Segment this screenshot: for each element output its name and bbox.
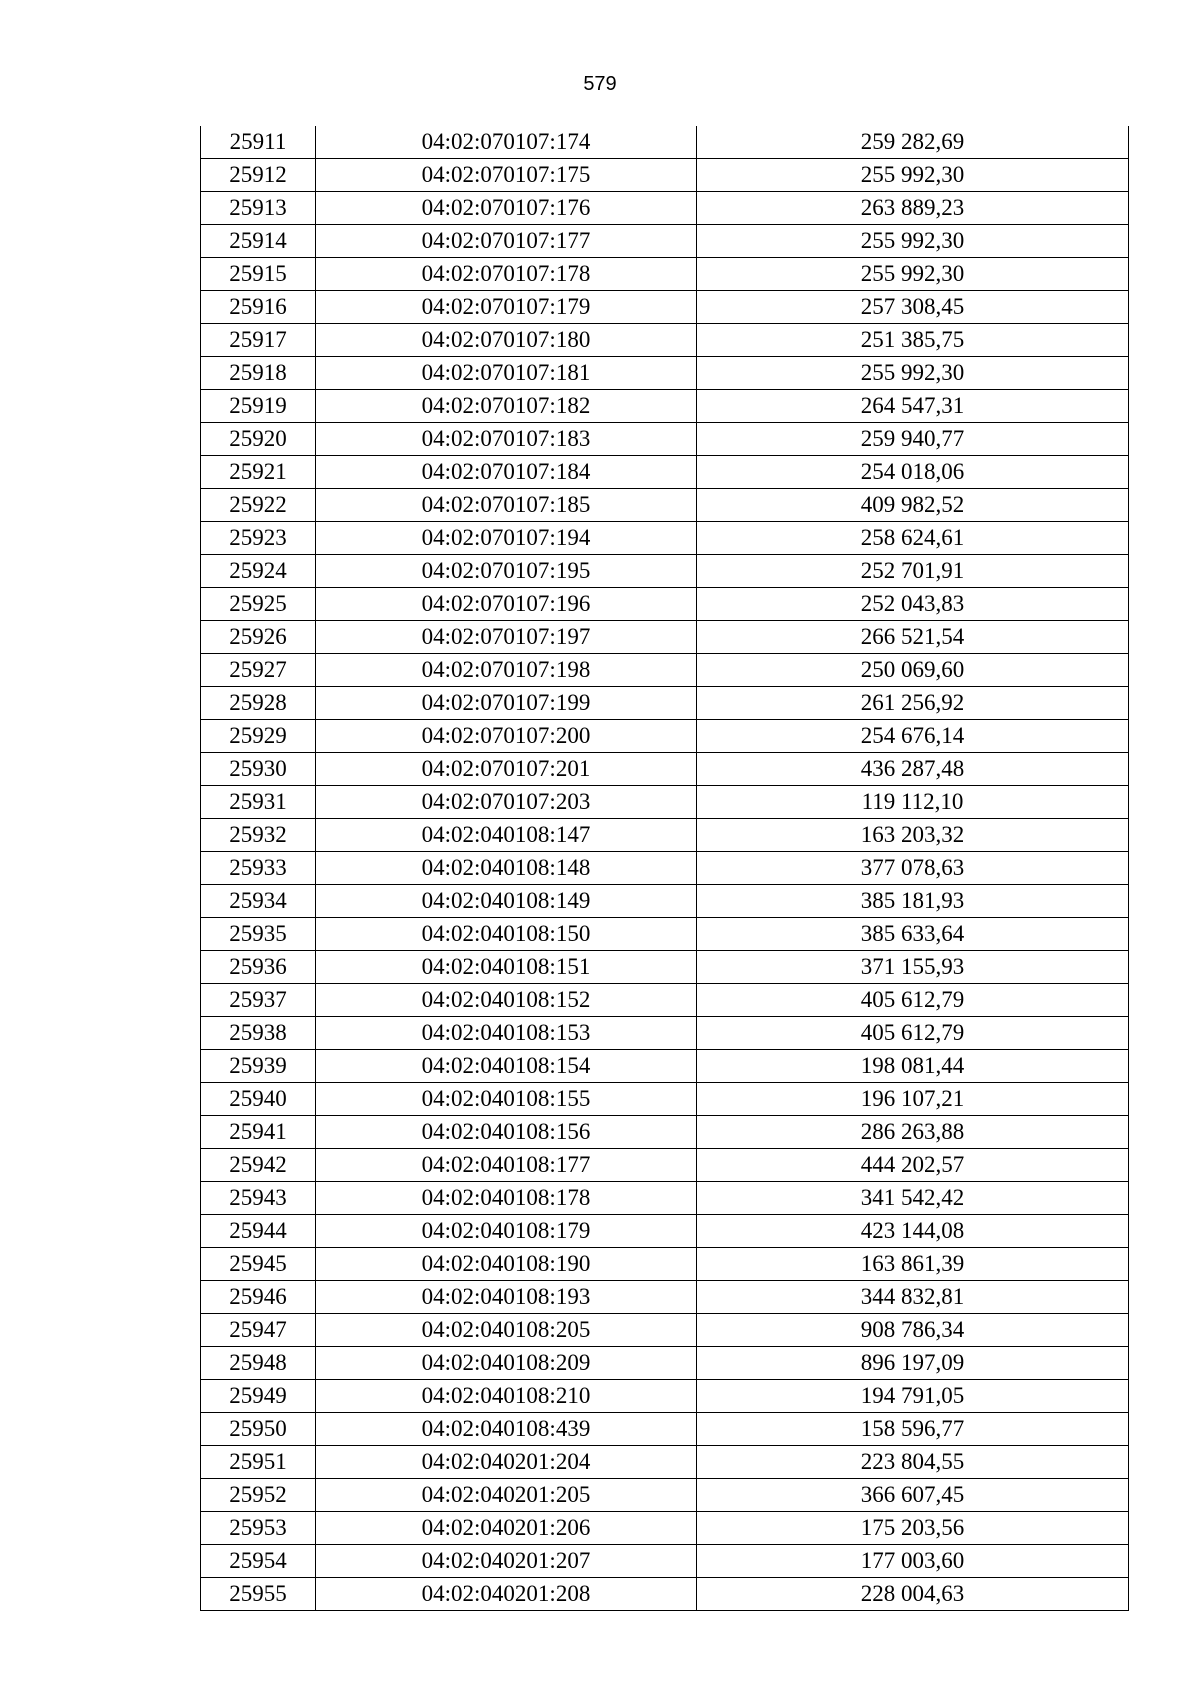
value-cell: 255 992,30	[697, 357, 1129, 390]
cadastral-number-cell: 04:02:070107:175	[316, 159, 697, 192]
value-cell: 266 521,54	[697, 621, 1129, 654]
cadastral-number-cell: 04:02:040108:178	[316, 1182, 697, 1215]
value-cell: 259 282,69	[697, 126, 1129, 159]
table-row	[201, 753, 1129, 786]
table-row	[201, 1578, 1129, 1611]
value-cell: 261 256,92	[697, 687, 1129, 720]
cadastral-number-cell: 04:02:040108:147	[316, 819, 697, 852]
table-row	[201, 1017, 1129, 1050]
row-number-cell: 25943	[201, 1182, 316, 1215]
cadastral-number-cell: 04:02:040201:208	[316, 1578, 697, 1611]
table-row	[201, 423, 1129, 456]
cadastral-number-cell: 04:02:070107:198	[316, 654, 697, 687]
row-number-cell: 25936	[201, 951, 316, 984]
cadastral-number-cell: 04:02:040108:190	[316, 1248, 697, 1281]
row-number-cell: 25951	[201, 1446, 316, 1479]
row-number-cell: 25939	[201, 1050, 316, 1083]
row-number-cell: 25921	[201, 456, 316, 489]
row-number-cell: 25927	[201, 654, 316, 687]
cadastral-number-cell: 04:02:070107:185	[316, 489, 697, 522]
value-cell: 259 940,77	[697, 423, 1129, 456]
value-cell: 163 861,39	[697, 1248, 1129, 1281]
row-number-cell: 25915	[201, 258, 316, 291]
row-number-cell: 25952	[201, 1479, 316, 1512]
table-row	[201, 1380, 1129, 1413]
cadastral-number-cell: 04:02:070107:179	[316, 291, 697, 324]
row-number-cell: 25919	[201, 390, 316, 423]
row-number-cell: 25912	[201, 159, 316, 192]
cadastral-number-cell: 04:02:040201:204	[316, 1446, 697, 1479]
table-row	[201, 1314, 1129, 1347]
table-row	[201, 786, 1129, 819]
cadastral-number-cell: 04:02:070107:195	[316, 555, 697, 588]
row-number-cell: 25933	[201, 852, 316, 885]
table-row	[201, 951, 1129, 984]
cadastral-number-cell: 04:02:040108:205	[316, 1314, 697, 1347]
value-cell: 158 596,77	[697, 1413, 1129, 1446]
table-row	[201, 1116, 1129, 1149]
value-cell: 255 992,30	[697, 159, 1129, 192]
row-number-cell: 25918	[201, 357, 316, 390]
table-row	[201, 1083, 1129, 1116]
row-number-cell: 25920	[201, 423, 316, 456]
table-row	[201, 390, 1129, 423]
cadastral-number-cell: 04:02:040108:177	[316, 1149, 697, 1182]
row-number-cell: 25924	[201, 555, 316, 588]
row-number-cell: 25928	[201, 687, 316, 720]
table-row	[201, 687, 1129, 720]
cadastral-number-cell: 04:02:070107:174	[316, 126, 697, 159]
value-cell: 366 607,45	[697, 1479, 1129, 1512]
row-number-cell: 25947	[201, 1314, 316, 1347]
row-number-cell: 25945	[201, 1248, 316, 1281]
value-cell: 377 078,63	[697, 852, 1129, 885]
table-row	[201, 489, 1129, 522]
value-cell: 257 308,45	[697, 291, 1129, 324]
value-cell: 344 832,81	[697, 1281, 1129, 1314]
cadastral-number-cell: 04:02:040201:205	[316, 1479, 697, 1512]
value-cell: 255 992,30	[697, 225, 1129, 258]
table-row	[201, 852, 1129, 885]
value-cell: 198 081,44	[697, 1050, 1129, 1083]
value-cell: 405 612,79	[697, 1017, 1129, 1050]
value-cell: 177 003,60	[697, 1545, 1129, 1578]
row-number-cell: 25917	[201, 324, 316, 357]
table-row	[201, 984, 1129, 1017]
row-number-cell: 25925	[201, 588, 316, 621]
cadastral-number-cell: 04:02:040108:156	[316, 1116, 697, 1149]
cadastral-number-cell: 04:02:040108:179	[316, 1215, 697, 1248]
value-cell: 444 202,57	[697, 1149, 1129, 1182]
row-number-cell: 25934	[201, 885, 316, 918]
table-row	[201, 1281, 1129, 1314]
table-row	[201, 1182, 1129, 1215]
cadastral-number-cell: 04:02:040108:148	[316, 852, 697, 885]
cadastral-number-cell: 04:02:040108:149	[316, 885, 697, 918]
cadastral-number-cell: 04:02:070107:200	[316, 720, 697, 753]
row-number-cell: 25914	[201, 225, 316, 258]
table-row	[201, 918, 1129, 951]
cadastral-number-cell: 04:02:070107:201	[316, 753, 697, 786]
cadastral-number-cell: 04:02:040108:154	[316, 1050, 697, 1083]
row-number-cell: 25955	[201, 1578, 316, 1611]
value-cell: 254 018,06	[697, 456, 1129, 489]
cadastral-number-cell: 04:02:040108:209	[316, 1347, 697, 1380]
cadastral-number-cell: 04:02:040108:193	[316, 1281, 697, 1314]
row-number-cell: 25954	[201, 1545, 316, 1578]
value-cell: 251 385,75	[697, 324, 1129, 357]
row-number-cell: 25930	[201, 753, 316, 786]
value-cell: 228 004,63	[697, 1578, 1129, 1611]
value-cell: 908 786,34	[697, 1314, 1129, 1347]
value-cell: 371 155,93	[697, 951, 1129, 984]
cadastral-number-cell: 04:02:070107:182	[316, 390, 697, 423]
value-cell: 252 043,83	[697, 588, 1129, 621]
table-row	[201, 225, 1129, 258]
table-row	[201, 126, 1129, 159]
row-number-cell: 25913	[201, 192, 316, 225]
value-cell: 409 982,52	[697, 489, 1129, 522]
table-row	[201, 258, 1129, 291]
value-cell: 405 612,79	[697, 984, 1129, 1017]
value-cell: 175 203,56	[697, 1512, 1129, 1545]
row-number-cell: 25922	[201, 489, 316, 522]
cadastral-number-cell: 04:02:040108:151	[316, 951, 697, 984]
data-table	[200, 126, 1129, 1611]
value-cell: 264 547,31	[697, 390, 1129, 423]
row-number-cell: 25941	[201, 1116, 316, 1149]
cadastral-number-cell: 04:02:070107:194	[316, 522, 697, 555]
value-cell: 423 144,08	[697, 1215, 1129, 1248]
row-number-cell: 25942	[201, 1149, 316, 1182]
cadastral-number-cell: 04:02:070107:199	[316, 687, 697, 720]
table-row	[201, 1446, 1129, 1479]
row-number-cell: 25938	[201, 1017, 316, 1050]
row-number-cell: 25929	[201, 720, 316, 753]
value-cell: 194 791,05	[697, 1380, 1129, 1413]
value-cell: 250 069,60	[697, 654, 1129, 687]
row-number-cell: 25949	[201, 1380, 316, 1413]
cadastral-value-table	[200, 126, 1129, 1611]
table-row	[201, 357, 1129, 390]
table-row	[201, 291, 1129, 324]
value-cell: 258 624,61	[697, 522, 1129, 555]
row-number-cell: 25923	[201, 522, 316, 555]
table-row	[201, 588, 1129, 621]
row-number-cell: 25946	[201, 1281, 316, 1314]
row-number-cell: 25916	[201, 291, 316, 324]
value-cell: 254 676,14	[697, 720, 1129, 753]
value-cell: 896 197,09	[697, 1347, 1129, 1380]
table-row	[201, 885, 1129, 918]
value-cell: 223 804,55	[697, 1446, 1129, 1479]
table-row	[201, 621, 1129, 654]
value-cell: 341 542,42	[697, 1182, 1129, 1215]
row-number-cell: 25911	[201, 126, 316, 159]
table-row	[201, 819, 1129, 852]
cadastral-number-cell: 04:02:040108:155	[316, 1083, 697, 1116]
table-row	[201, 324, 1129, 357]
table-row	[201, 1545, 1129, 1578]
table-row	[201, 456, 1129, 489]
value-cell: 385 633,64	[697, 918, 1129, 951]
table-row	[201, 1050, 1129, 1083]
row-number-cell: 25931	[201, 786, 316, 819]
cadastral-number-cell: 04:02:070107:203	[316, 786, 697, 819]
row-number-cell: 25940	[201, 1083, 316, 1116]
cadastral-number-cell: 04:02:040201:207	[316, 1545, 697, 1578]
cadastral-number-cell: 04:02:040108:152	[316, 984, 697, 1017]
value-cell: 119 112,10	[697, 786, 1129, 819]
cadastral-number-cell: 04:02:040108:439	[316, 1413, 697, 1446]
value-cell: 196 107,21	[697, 1083, 1129, 1116]
table-row	[201, 654, 1129, 687]
row-number-cell: 25944	[201, 1215, 316, 1248]
cadastral-number-cell: 04:02:040108:150	[316, 918, 697, 951]
cadastral-number-cell: 04:02:040108:153	[316, 1017, 697, 1050]
cadastral-number-cell: 04:02:070107:177	[316, 225, 697, 258]
table-row	[201, 192, 1129, 225]
row-number-cell: 25926	[201, 621, 316, 654]
table-row	[201, 1512, 1129, 1545]
cadastral-number-cell: 04:02:040108:210	[316, 1380, 697, 1413]
value-cell: 263 889,23	[697, 192, 1129, 225]
row-number-cell: 25953	[201, 1512, 316, 1545]
cadastral-number-cell: 04:02:070107:178	[316, 258, 697, 291]
value-cell: 163 203,32	[697, 819, 1129, 852]
table-row	[201, 1479, 1129, 1512]
cadastral-number-cell: 04:02:070107:184	[316, 456, 697, 489]
cadastral-number-cell: 04:02:070107:180	[316, 324, 697, 357]
cadastral-number-cell: 04:02:070107:196	[316, 588, 697, 621]
row-number-cell: 25932	[201, 819, 316, 852]
value-cell: 385 181,93	[697, 885, 1129, 918]
table-row	[201, 1347, 1129, 1380]
cadastral-number-cell: 04:02:070107:197	[316, 621, 697, 654]
row-number-cell: 25937	[201, 984, 316, 1017]
value-cell: 255 992,30	[697, 258, 1129, 291]
value-cell: 286 263,88	[697, 1116, 1129, 1149]
table-body	[201, 126, 1129, 1611]
value-cell: 436 287,48	[697, 753, 1129, 786]
cadastral-number-cell: 04:02:070107:181	[316, 357, 697, 390]
row-number-cell: 25950	[201, 1413, 316, 1446]
row-number-cell: 25935	[201, 918, 316, 951]
value-cell: 252 701,91	[697, 555, 1129, 588]
cadastral-number-cell: 04:02:070107:183	[316, 423, 697, 456]
cadastral-number-cell: 04:02:070107:176	[316, 192, 697, 225]
table-row	[201, 159, 1129, 192]
table-row	[201, 522, 1129, 555]
row-number-cell: 25948	[201, 1347, 316, 1380]
table-row	[201, 720, 1129, 753]
table-row	[201, 1215, 1129, 1248]
page-number: 579	[583, 73, 617, 95]
table-row	[201, 1149, 1129, 1182]
table-row	[201, 1248, 1129, 1281]
table-row	[201, 555, 1129, 588]
table-row	[201, 1413, 1129, 1446]
cadastral-number-cell: 04:02:040201:206	[316, 1512, 697, 1545]
